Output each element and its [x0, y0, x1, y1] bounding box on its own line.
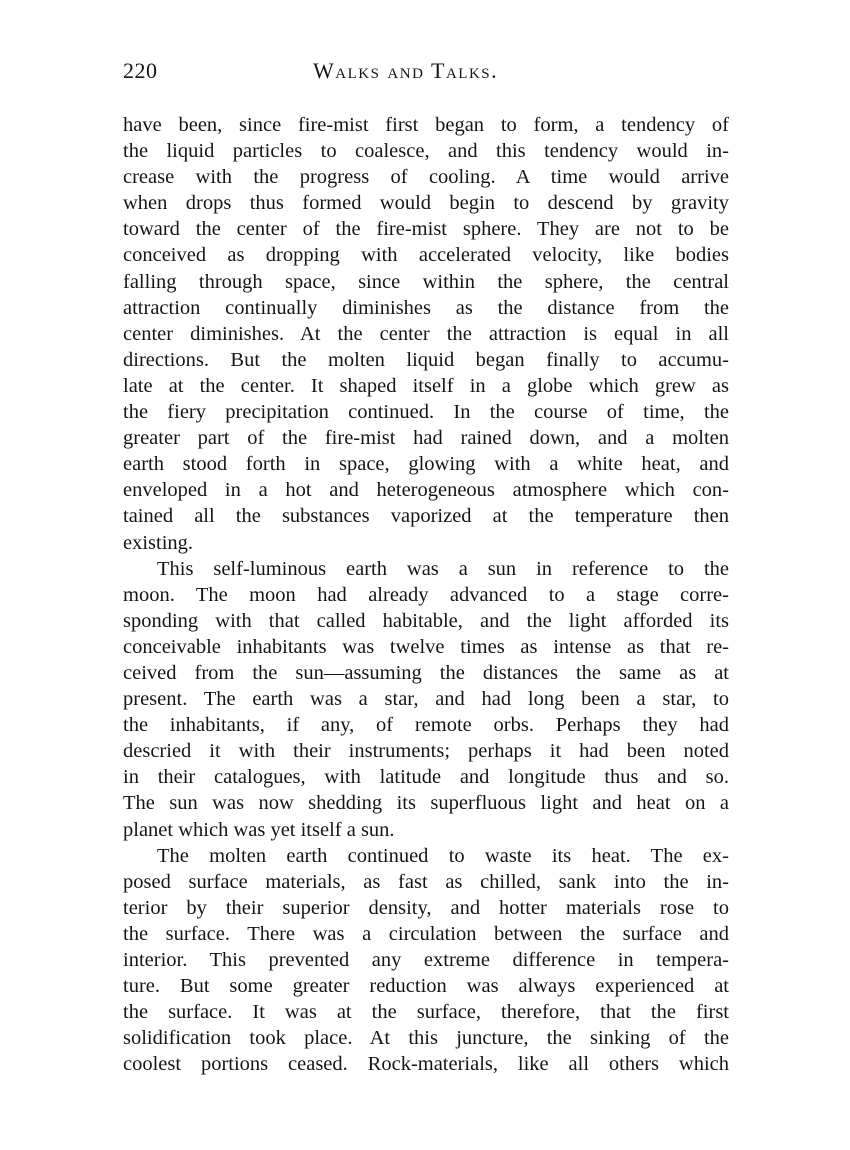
text-line: conceived as dropping with accelerated velocity, like bodies — [123, 244, 729, 267]
text-line: crease with the progress of cooling. A time would arrive — [123, 166, 729, 189]
text-line: earth stood forth in space, glowing with a white heat, and — [123, 453, 729, 476]
text-line: ceived from the sun—assuming the distances the same as at — [123, 661, 729, 684]
text-line: coolest portions ceased. Rock-materials, like all others which — [123, 1053, 729, 1076]
text-line: interior. This prevented any extreme difference in tempera- — [123, 949, 729, 971]
text-line: solidification took place. At this juncture, the sinking of the — [123, 1027, 729, 1050]
running-title: Walks and Talks. — [313, 58, 499, 83]
text-line: present. The earth was a star, and had long been a star, to — [123, 688, 729, 711]
body-text — [123, 112, 729, 1077]
text-line: sponding with that called habitable, and the light afforded its — [123, 609, 729, 632]
text-line: terior by their superior density, and hotter materials rose to — [123, 896, 729, 919]
text-line: greater part of the fire-mist had rained down, and a molten — [123, 427, 729, 450]
text-line: tained all the substances vaporized at the temperature then — [123, 505, 729, 528]
paragraph-start-line: This self-luminous earth was a sun in reference to the — [157, 557, 729, 580]
text-line: falling through space, since within the sphere, the central — [123, 270, 729, 293]
paragraph-end-line: planet which was yet itself a sun. — [123, 818, 395, 841]
text-line: posed surface materials, as fast as chilled, sank into the in- — [123, 870, 729, 893]
text-line: the liquid particles to coalesce, and this tendency would in- — [123, 140, 729, 163]
text-line: the surface. It was at the surface, therefore, that the first — [123, 1001, 729, 1024]
text-line: center diminishes. At the center the attraction is equal in all — [123, 322, 729, 345]
text-line: when drops thus formed would begin to descend by gravity — [123, 192, 729, 215]
text-line: moon. The moon had already advanced to a stage corre- — [123, 583, 729, 606]
paragraph-end-line: existing. — [123, 531, 194, 554]
text-line: ture. But some greater reduction was always experienced at — [123, 975, 729, 998]
text-line: in their catalogues, with latitude and longitude thus and so. — [123, 766, 729, 789]
text-line: descried it with their instruments; perhaps it had been noted — [123, 740, 729, 763]
text-line: the surface. There was a circulation between the surface and — [123, 922, 729, 945]
page-number: 220 — [123, 58, 158, 83]
text-line: toward the center of the fire-mist sphere. They are not to be — [123, 218, 729, 241]
text-line: late at the center. It shaped itself in a globe which grew as — [123, 374, 729, 397]
page-header — [123, 58, 729, 94]
text-line: enveloped in a hot and heterogeneous atmosphere which con- — [123, 479, 729, 502]
text-line: conceivable inhabitants was twelve times as intense as that re- — [123, 635, 729, 658]
text-line: attraction continually diminishes as the distance from the — [123, 296, 729, 319]
text-line: directions. But the molten liquid began finally to accumu- — [123, 348, 729, 371]
paragraph-start-line: The molten earth continued to waste its heat. The ex- — [157, 844, 729, 867]
text-line: The sun was now shedding its superfluous light and heat on a — [123, 792, 729, 815]
text-line: the inhabitants, if any, of remote orbs. Perhaps they had — [123, 714, 729, 737]
text-line: have been, since fire-mist first began to form, a tendency of — [123, 114, 729, 136]
text-line: the fiery precipitation continued. In the course of time, the — [123, 401, 729, 424]
